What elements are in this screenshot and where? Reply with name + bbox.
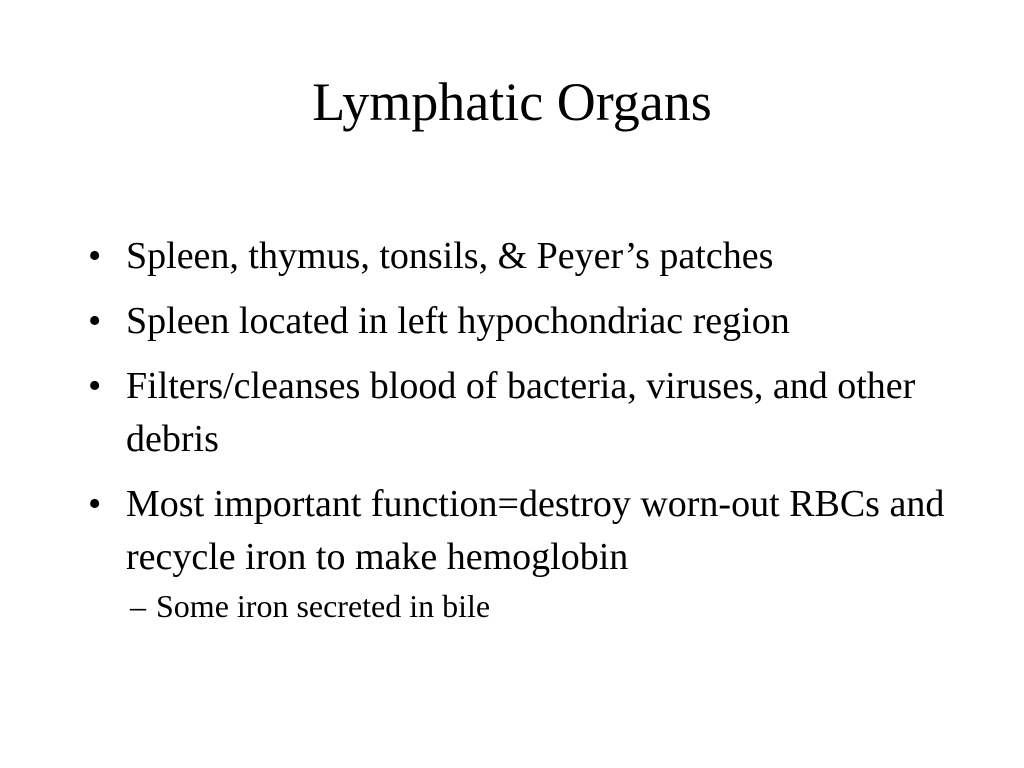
bullet-item [88,360,968,466]
bullet-text: Spleen located in left hypochondriac region [126,300,790,342]
bullet-text: Most important function=destroy worn-out RBCs and recycle iron to make hemoglobin [126,483,945,578]
bullet-text: Filters/cleanses blood of bacteria, viruses, and other debris [126,365,916,460]
bullet-marker: • [88,300,102,342]
bullet-item [88,478,968,628]
sub-bullet-item [130,584,968,628]
bullet-marker: • [88,235,102,277]
bullet-list [88,230,968,640]
bullet-marker: • [88,483,102,525]
slide-title: Lymphatic Organs [312,72,712,132]
sub-bullet-text: Some iron secreted in bile [156,588,491,624]
bullet-item [88,295,968,348]
sub-bullet-marker: – [130,588,146,624]
bullet-marker: • [88,365,102,407]
bullet-item [88,230,968,283]
bullet-text: Spleen, thymus, tonsils, & Peyer’s patches [126,235,774,277]
sub-bullet-list [130,584,968,628]
